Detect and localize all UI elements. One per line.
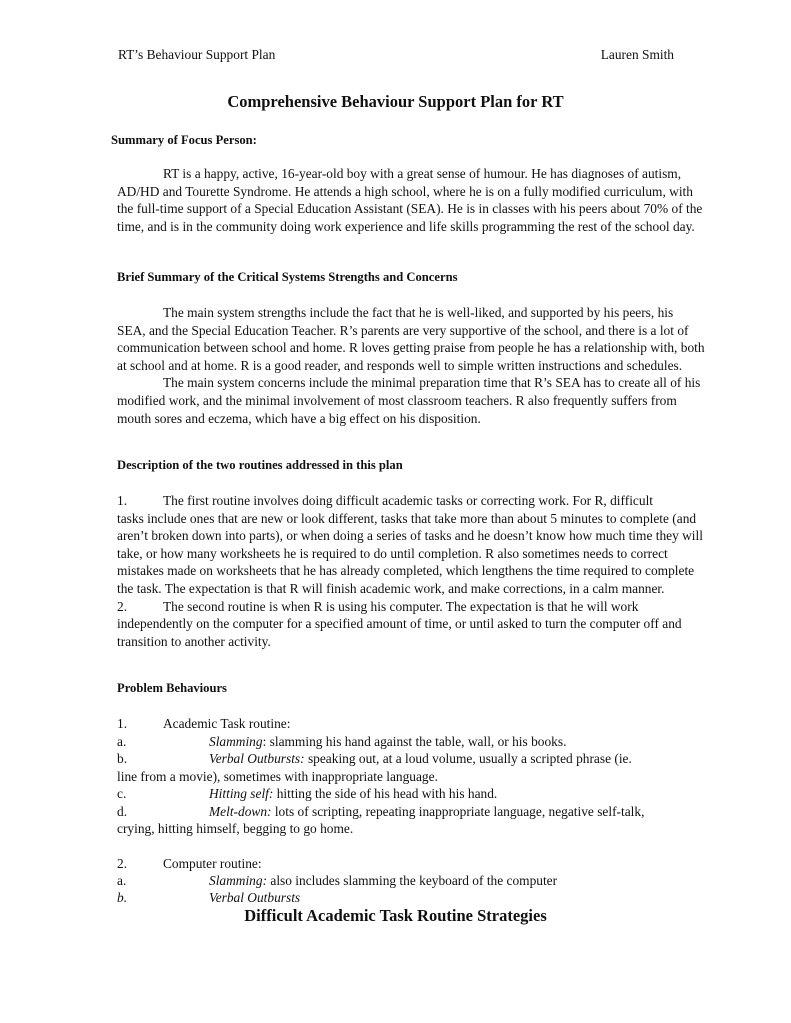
problem-group-title	[117, 855, 701, 873]
header-plan-title: RT’s Behaviour Support Plan	[118, 47, 276, 62]
behaviour-term: Slamming	[209, 734, 263, 749]
behaviour-desc: : slamming his hand against the table, wall, or his books.	[262, 734, 567, 749]
behaviour-term: Hitting self:	[209, 786, 274, 801]
routine-text: independently on the computer for a specified amount of time, or until asked to turn the computer off and transition to another activity.	[117, 616, 682, 649]
problem-group-title	[117, 715, 701, 733]
behaviour-letter: d.	[117, 804, 128, 819]
summary-heading: Summary of Focus Person:	[111, 133, 257, 147]
systems-heading: Brief Summary of the Critical Systems Strengths and Concerns	[117, 270, 458, 284]
concerns-text: The main system concerns include the minimal preparation time that R’s SEA has to create all of his modified work, and the minimal involvement of most classroom teachers. R also frequently suffers from mouth sores and eczema, which have a big effect on his disposition.	[117, 375, 701, 426]
behaviour-term: Slamming:	[209, 873, 268, 888]
strengths-text: The main system strengths include the fact that he is well-liked, and supported by his peers, his SEA, and the Special Education Teacher. R’s parents are very supportive of the school, and there is a lot of communication between school and home. R loves getting praise from people he has a relationship with, both at school and at home. R is a good reader, and responds well to simple written instructions and schedules.	[117, 305, 705, 373]
behaviour-desc: speaking out, at a loud volume, usually a scripted phrase (ie.	[304, 751, 632, 766]
behaviour-item	[117, 733, 701, 751]
document-title: Comprehensive Behaviour Support Plan for RT	[227, 92, 564, 111]
behaviour-continuation: crying, hitting himself, begging to go home.	[117, 821, 354, 836]
behaviour-term: Verbal Outbursts	[209, 890, 301, 905]
behaviour-letter: a.	[117, 734, 127, 749]
group-number: 2.	[117, 856, 128, 871]
behaviour-item	[117, 785, 701, 803]
group-title: Academic Task routine:	[163, 716, 291, 731]
next-section-title: Difficult Academic Task Routine Strategies	[244, 906, 547, 925]
behaviour-desc: hitting the side of his head with his hand.	[273, 786, 498, 801]
group-title: Computer routine:	[163, 856, 262, 871]
behaviour-item	[117, 872, 701, 890]
behaviour-letter: b.	[117, 890, 128, 905]
behaviour-continuation: line from a movie), sometimes with inappropriate language.	[117, 769, 438, 784]
routine-item	[117, 598, 705, 651]
page-header	[118, 47, 674, 63]
behaviour-desc: also includes slamming the keyboard of the computer	[267, 873, 558, 888]
summary-paragraph	[117, 165, 705, 235]
behaviour-item	[117, 803, 701, 821]
routines-section	[117, 492, 705, 650]
behaviour-term: Verbal Outbursts:	[209, 751, 305, 766]
routines-heading: Description of the two routines addressed in this plan	[117, 458, 403, 472]
behaviour-item	[117, 750, 701, 768]
behaviour-term: Melt-down:	[209, 804, 272, 819]
problems-heading: Problem Behaviours	[117, 681, 227, 695]
routine-text: tasks include ones that are new or look different, tasks that take more than about 5 minutes to complete (and aren’t broken down into parts), or when doing a series of tasks and he doesn’t know how much time they will take, or how many worksheets he is required to do until completion. R also sometimes needs to correct mistakes made on worksheets that he has already completed, which lengthens the time required to complete the task. The expectation is that R will finish academic work, and make corrections, in a calm manner.	[117, 510, 703, 596]
routine-item	[117, 492, 705, 598]
routine-first-line: The first routine involves doing difficult academic tasks or correcting work. For R, difficult	[163, 493, 654, 508]
summary-text: RT is a happy, active, 16-year-old boy with a great sense of humour. He has diagnoses of autism, AD/HD and Tourette Syndrome. He attends a high school, where he is on a fully modified curriculum, with the full-time support of a Special Education Assistant (SEA). He is in classes with his peers about 70% of the time, and is in the community doing work experience and life skills programming the rest of the school day.	[117, 166, 703, 234]
behaviour-item	[117, 889, 701, 907]
header-author: Lauren Smith	[600, 47, 674, 62]
behaviour-letter: c.	[117, 786, 127, 801]
routine-first-line: The second routine is when R is using his computer. The expectation is that he will work	[163, 598, 639, 614]
group-number: 1.	[117, 716, 128, 731]
behaviour-letter: b.	[117, 751, 128, 766]
routine-number: 2.	[117, 598, 128, 614]
systems-section	[117, 304, 705, 427]
routine-number: 1.	[117, 493, 128, 508]
behaviour-letter: a.	[117, 873, 127, 888]
behaviour-desc: lots of scripting, repeating inappropriate language, negative self-talk,	[271, 804, 645, 819]
